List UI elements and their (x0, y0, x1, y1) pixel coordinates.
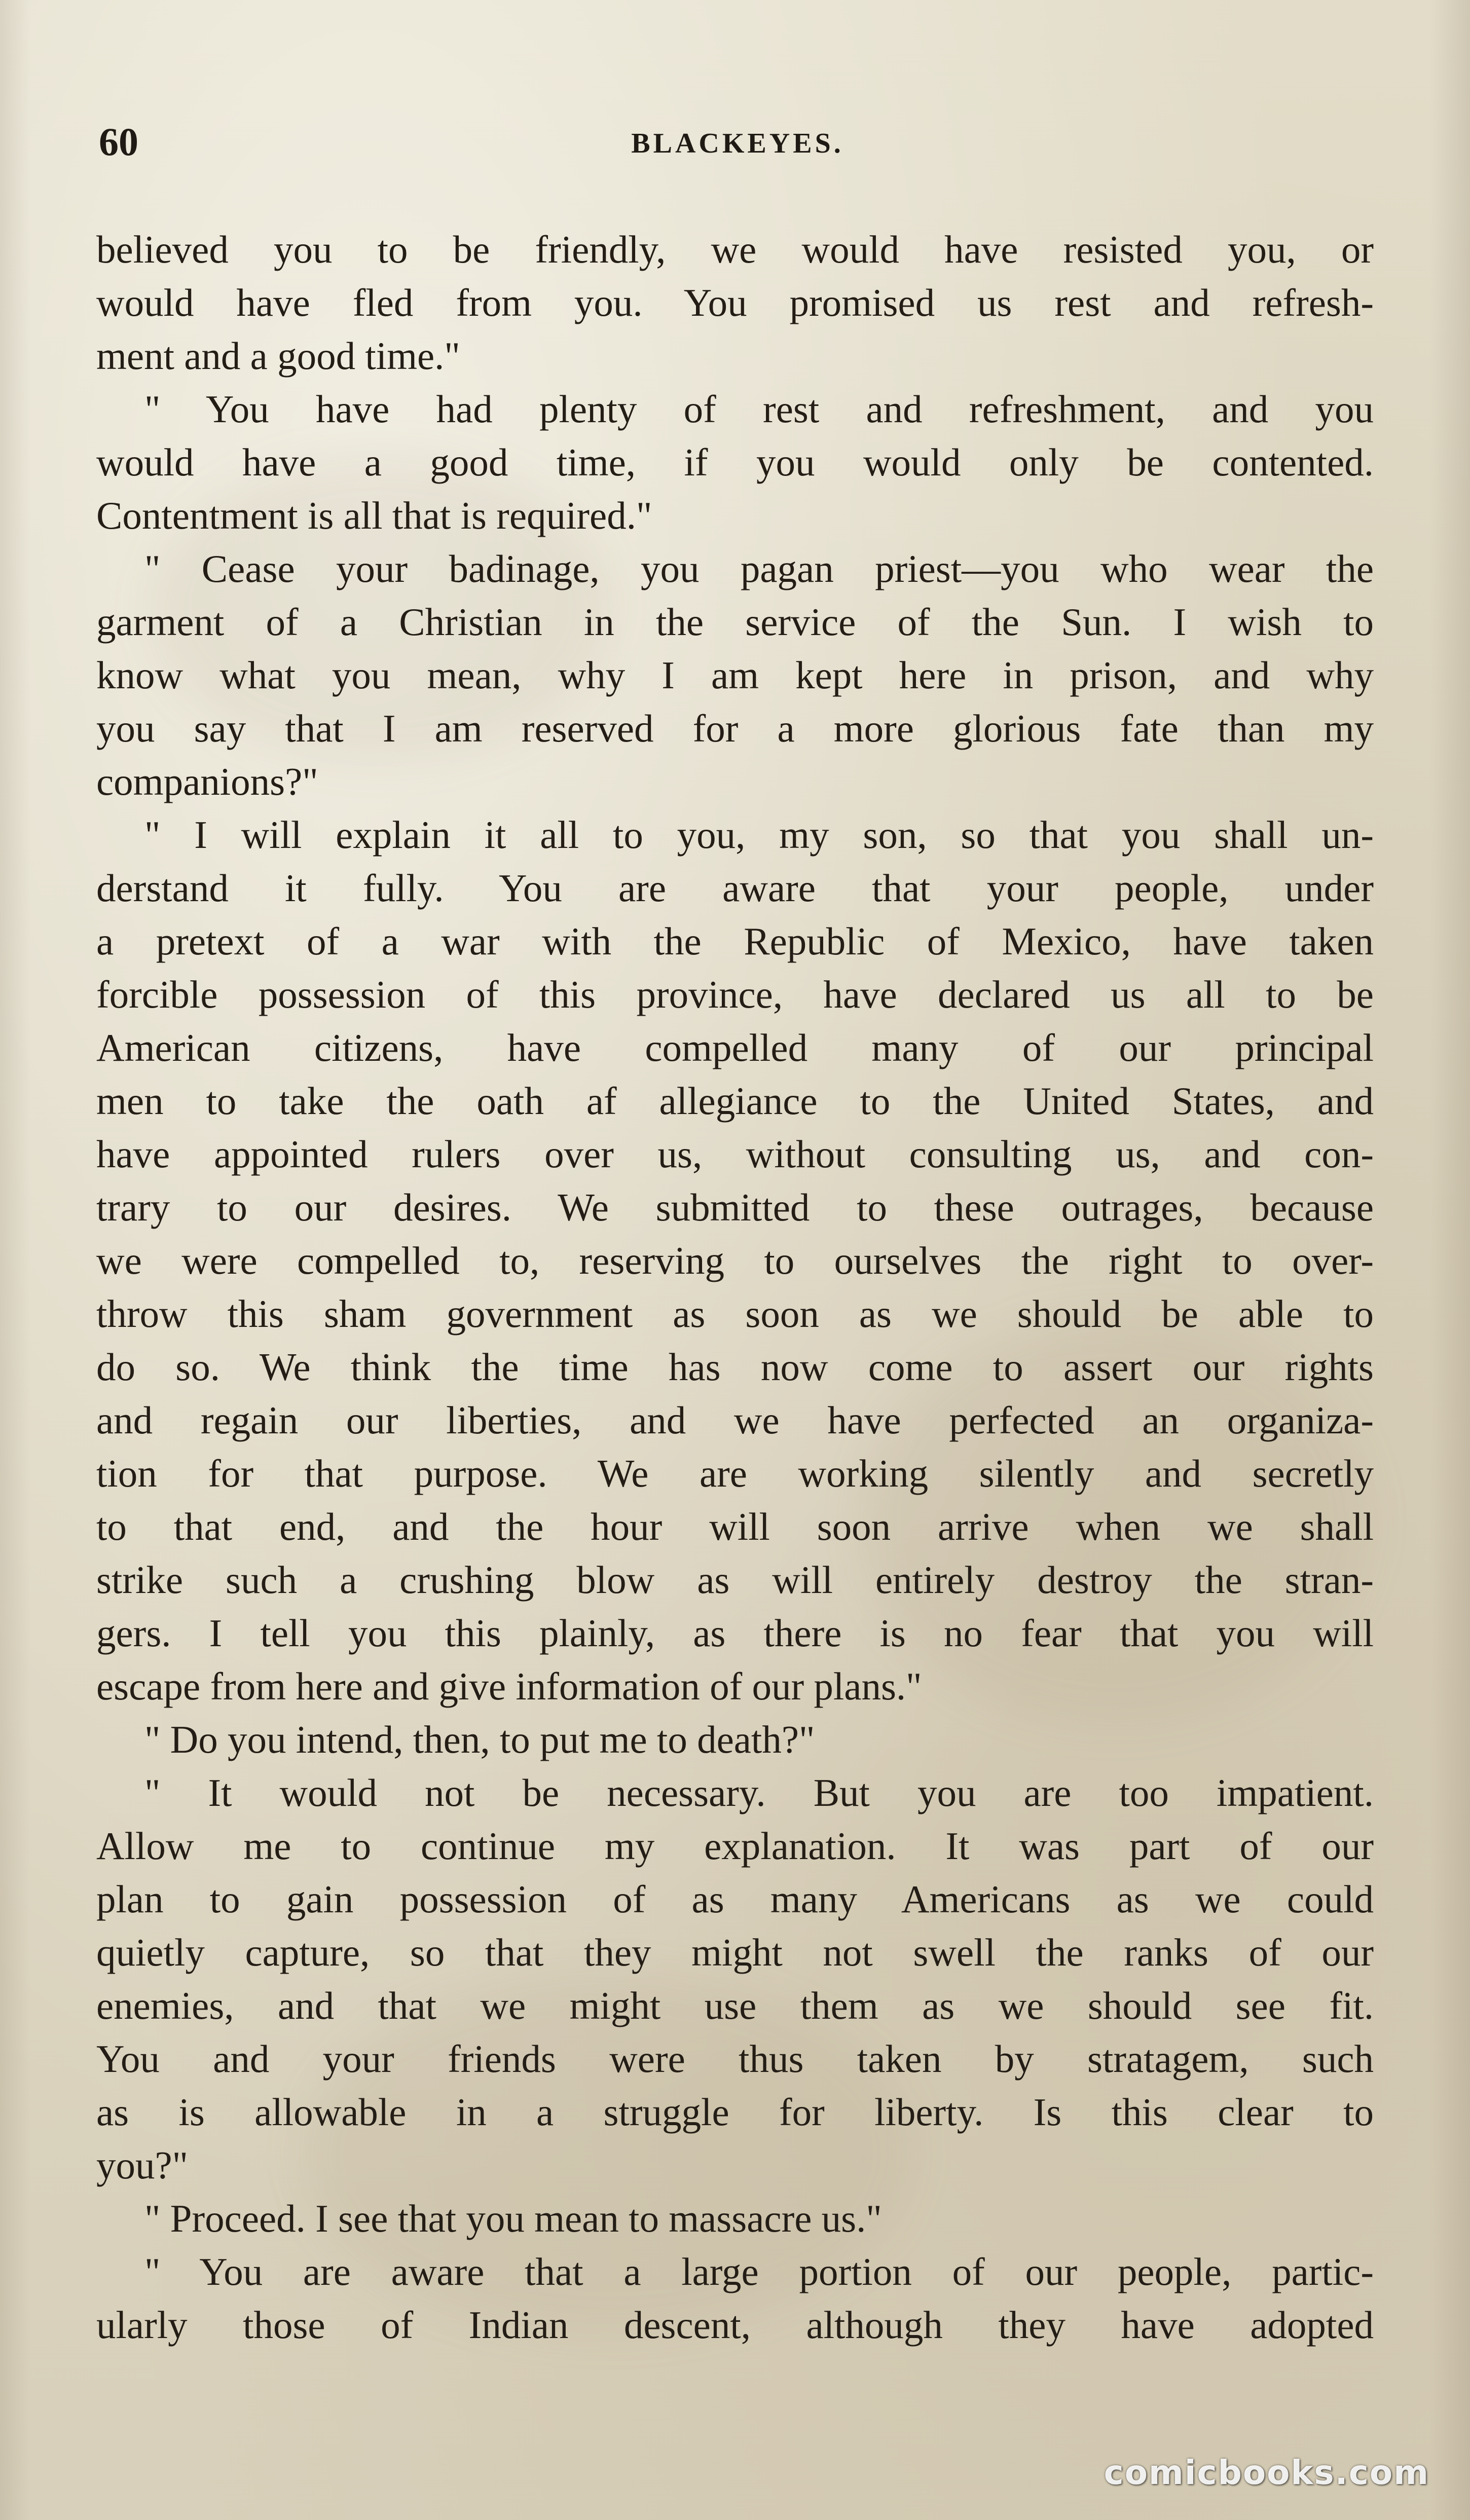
text-line: would have a good time, if you would only be contented. (96, 440, 1374, 484)
text-line: " You have had plenty of rest and refreshment, and you (144, 387, 1374, 431)
text-line: do so. We think the time has now come to assert our rights (96, 1345, 1374, 1389)
text-line: " You are aware that a large portion of our people, partic- (144, 2250, 1374, 2293)
text-line: ularly those of Indian descent, although they have adopted (96, 2303, 1374, 2347)
text-line: trary to our desires. We submitted to these outrages, because (96, 1185, 1374, 1229)
text-line: believed you to be friendly, we would have resisted you, or (96, 228, 1374, 271)
text-line: and regain our liberties, and we have perfected an organiza- (96, 1398, 1374, 1442)
text-line: American citizens, have compelled many of our principal (96, 1026, 1374, 1069)
text-line: you say that I am reserved for a more glorious fate than my (96, 707, 1374, 750)
page-header (99, 114, 1376, 170)
text-line: throw this sham government as soon as we should be able to (96, 1292, 1374, 1336)
text-line: men to take the oath af allegiance to the United States, and (96, 1079, 1374, 1123)
text-line: Allow me to continue my explanation. It was part of our (96, 1824, 1374, 1868)
text-line: derstand it fully. You are aware that your people, under (96, 866, 1374, 910)
page-edge-shadow-left (0, 0, 30, 2520)
text-line: as is allowable in a struggle for liberty. Is this clear to (96, 2090, 1374, 2134)
text-line: quietly capture, so that they might not swell the ranks of our (96, 1931, 1374, 1974)
text-line: a pretext of a war with the Republic of Mexico, have taken (96, 919, 1374, 963)
text-line: gers. I tell you this plainly, as there is no fear that you will (96, 1611, 1374, 1655)
text-line: plan to gain possession of as many Americans as we could (96, 1877, 1374, 1921)
text-line: would have fled from you. You promised us rest and refresh- (96, 281, 1374, 324)
text-line: have appointed rulers over us, without consulting us, and con- (96, 1132, 1374, 1176)
text-line: companions?" (96, 760, 318, 803)
text-line: to that end, and the hour will soon arrive when we shall (96, 1505, 1374, 1548)
running-head: BLACKEYES. (631, 128, 844, 159)
text-line: " Proceed. I see that you mean to massacre us." (144, 2197, 882, 2240)
text-line: " I will explain it all to you, my son, so that you shall un- (144, 813, 1374, 857)
text-line: forcible possession of this province, have declared us all to be (96, 973, 1374, 1016)
text-line: tion for that purpose. We are working silently and secretly (96, 1452, 1374, 1495)
text-line: " It would not be necessary. But you are too impatient. (144, 1771, 1374, 1814)
watermark: comicbooks.com (1104, 2453, 1429, 2492)
text-line: enemies, and that we might use them as we should see fit. (96, 1984, 1374, 2027)
text-line: ment and a good time." (96, 334, 460, 378)
text-line: we were compelled to, reserving to ourselves the right to over- (96, 1239, 1374, 1282)
body-text (96, 223, 1374, 2352)
text-line: You and your friends were thus taken by stratagem, such (96, 2037, 1374, 2081)
text-line: garment of a Christian in the service of the Sun. I wish to (96, 600, 1374, 644)
text-line: Contentment is all that is required." (96, 494, 652, 537)
text-line: strike such a crushing blow as will entirely destroy the stran- (96, 1558, 1374, 1602)
page-edge-shadow-right (1429, 0, 1470, 2520)
text-line: escape from here and give information of our plans." (96, 1664, 922, 1708)
text-line: you?" (96, 2143, 189, 2187)
text-line: " Cease your badinage, you pagan priest—you who wear the (144, 547, 1374, 590)
text-line: " Do you intend, then, to put me to death?" (144, 1718, 815, 1761)
text-line: know what you mean, why I am kept here in prison, and why (96, 653, 1374, 697)
page-number: 60 (99, 120, 138, 164)
